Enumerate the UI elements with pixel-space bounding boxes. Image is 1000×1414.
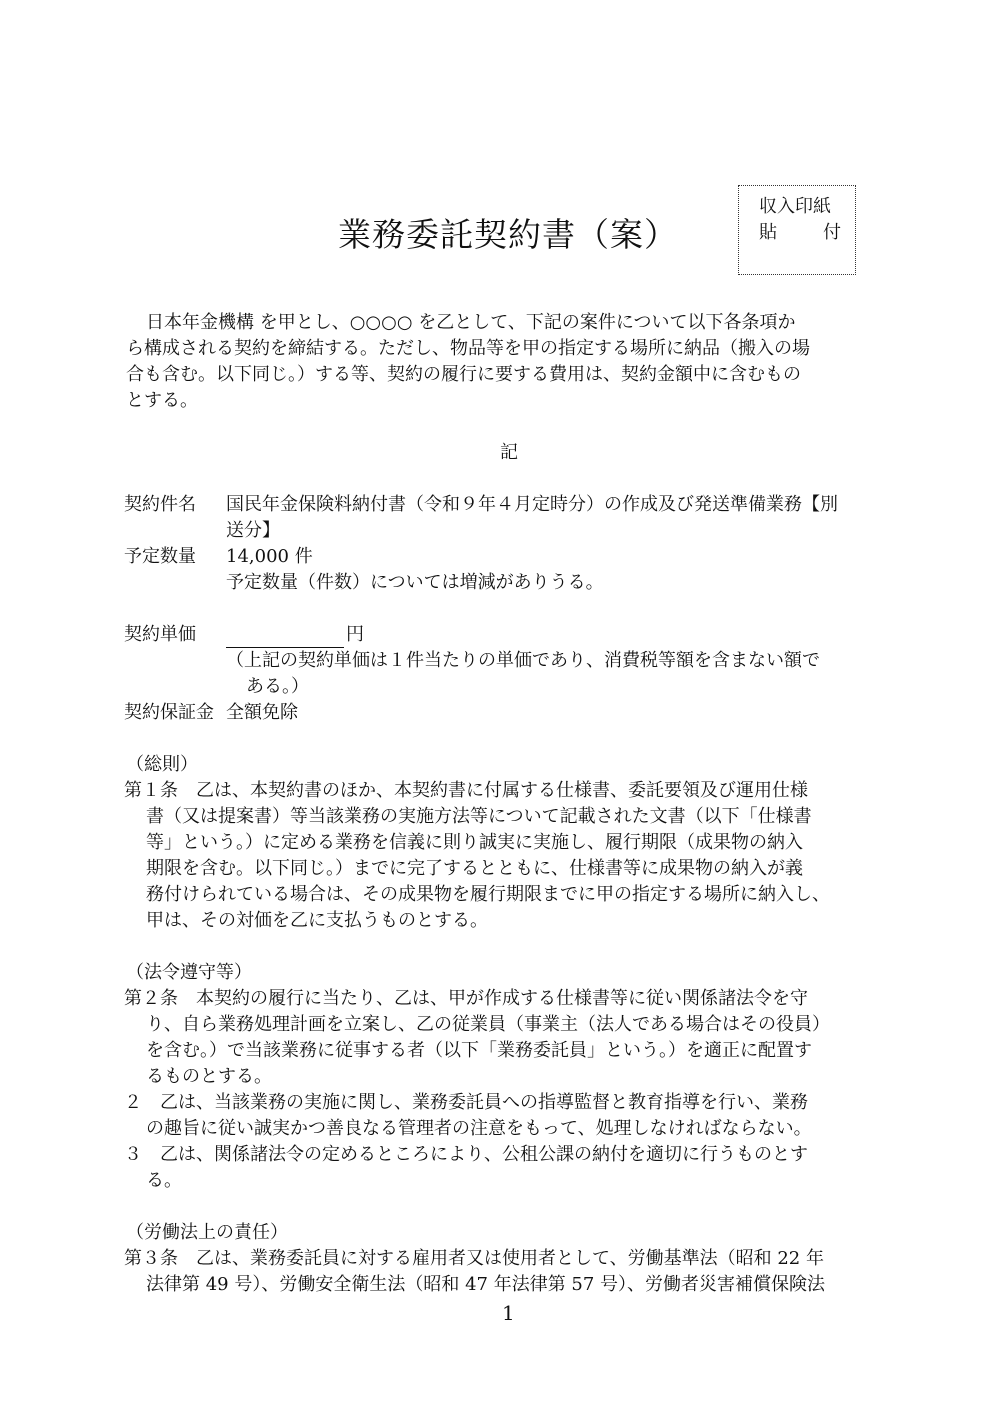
article-line: 法律第 49 号）、労働安全衛生法（昭和 47 年法律第 57 号）、労働者災害補償保険法 bbox=[146, 1274, 826, 1295]
quantity-label: 予定数量 bbox=[124, 546, 196, 567]
ki-heading: 記 bbox=[500, 442, 518, 463]
article-line: る。 bbox=[146, 1170, 182, 1191]
article-line: り、自ら業務処理計画を立案し、乙の従業員（事業主（法人である場合はその役員） bbox=[146, 1014, 830, 1035]
article-line: ２ 乙は、当該業務の実施に関し、業務委託員への指導監督と教育指導を行い、業務 bbox=[124, 1092, 808, 1113]
stamp-affix-label-2: 付 bbox=[823, 222, 841, 243]
contract-name-value: 国民年金保険料納付書（令和９年４月定時分）の作成及び発送準備業務【別 bbox=[226, 494, 838, 515]
article-line: ３ 乙は、関係諸法令の定めるところにより、公租公課の納付を適切に行うものとす bbox=[124, 1144, 808, 1165]
article-line: 第１条 乙は、本契約書のほか、本契約書に付属する仕様書、委託要領及び運用仕様 bbox=[124, 780, 808, 801]
page-number: 1 bbox=[502, 1301, 515, 1325]
article-heading: （労働法上の責任） bbox=[126, 1222, 288, 1243]
intro-line: 日本年金機構 を甲とし、○○○○ を乙として、下記の案件について以下各条項か bbox=[146, 312, 796, 333]
document-title: 業務委託契約書（案） bbox=[338, 215, 678, 254]
intro-line: とする。 bbox=[126, 390, 198, 411]
unit-price-label: 契約単価 bbox=[124, 624, 196, 645]
unit-price-blank bbox=[226, 628, 344, 648]
article-line: 第２条 本契約の履行に当たり、乙は、甲が作成する仕様書等に従い関係諸法令を守 bbox=[124, 988, 808, 1009]
quantity-note: 予定数量（件数）については増減がありうる。 bbox=[226, 572, 604, 593]
unit-price-note: （上記の契約単価は１件当たりの単価であり、消費税等額を含まない額で bbox=[226, 650, 820, 671]
unit-price-currency: 円 bbox=[346, 624, 364, 645]
article-line: を含む。）で当該業務に従事する者（以下「業務委託員」という。）を適正に配置す bbox=[146, 1040, 812, 1061]
article-line: の趣旨に従い誠実かつ善良なる管理者の注意をもって、処理しなければならない。 bbox=[146, 1118, 812, 1139]
quantity-value: 14,000 件 bbox=[226, 546, 313, 567]
article-line: 等」という。）に定める業務を信義に則り誠実に実施し、履行期限（成果物の納入 bbox=[146, 832, 803, 853]
unit-price-note: ある。） bbox=[246, 676, 309, 697]
stamp-affix-label-1: 貼 bbox=[759, 222, 777, 243]
article-line: 第３条 乙は、業務委託員に対する雇用者又は使用者として、労働基準法（昭和 22 年 bbox=[124, 1248, 824, 1269]
article-heading: （総則） bbox=[126, 754, 198, 775]
deposit-label: 契約保証金 bbox=[124, 702, 214, 723]
revenue-stamp-box bbox=[738, 185, 856, 275]
article-line: 期限を含む。以下同じ。）までに完了するとともに、仕様書等に成果物の納入が義 bbox=[146, 858, 803, 879]
article-heading: （法令遵守等） bbox=[126, 962, 252, 983]
article-line: 甲は、その対価を乙に支払うものとする。 bbox=[146, 910, 488, 931]
article-line: 書（又は提案書）等当該業務の実施方法等について記載された文書（以下「仕様書 bbox=[146, 806, 812, 827]
intro-line: 合も含む。以下同じ。）する等、契約の履行に要する費用は、契約金額中に含むもの bbox=[126, 364, 801, 385]
deposit-value: 全額免除 bbox=[226, 702, 298, 723]
article-line: るものとする。 bbox=[146, 1066, 272, 1087]
stamp-label: 収入印紙 bbox=[759, 196, 831, 217]
contract-name-label: 契約件名 bbox=[124, 494, 196, 515]
contract-name-value: 送分】 bbox=[226, 520, 280, 541]
unit-price-field bbox=[226, 622, 364, 648]
intro-line: ら構成される契約を締結する。ただし、物品等を甲の指定する場所に納品（搬入の場 bbox=[126, 338, 810, 359]
article-line: 務付けられている場合は、その成果物を履行期限までに甲の指定する場所に納入し、 bbox=[146, 884, 830, 905]
